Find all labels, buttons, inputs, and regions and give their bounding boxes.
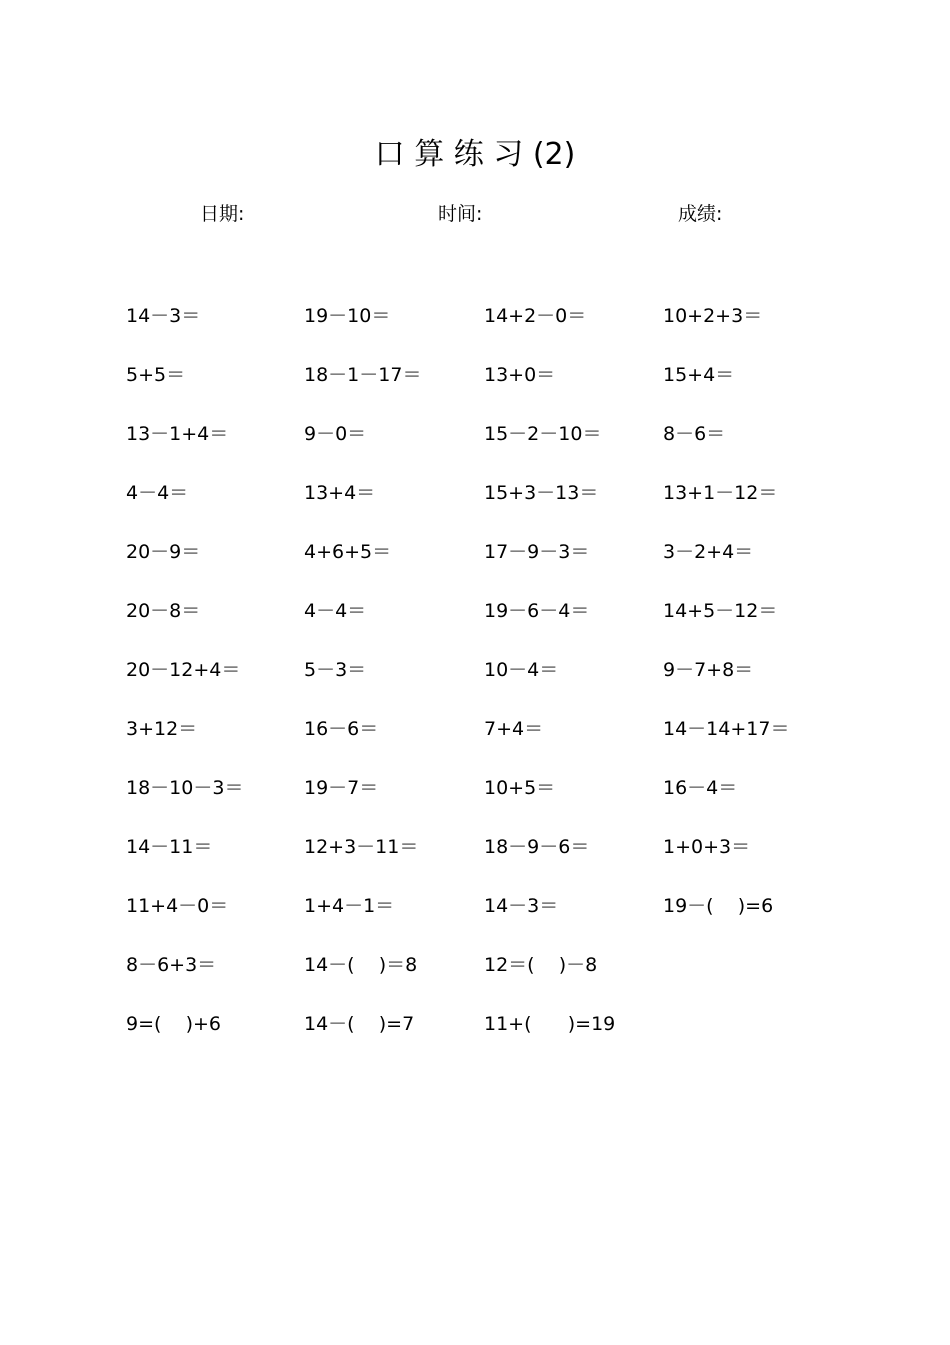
problem-row (126, 656, 846, 715)
problem-row (126, 597, 846, 656)
problem: 10－4＝ (484, 659, 559, 681)
time-label: 时间: (438, 203, 483, 225)
problem: 13+1－12＝ (663, 482, 778, 504)
problem: 20－9＝ (126, 541, 201, 563)
problem: 7+4＝ (484, 718, 544, 740)
page-title: 口 算 练 习 (2) (374, 137, 576, 172)
problem: 18－9－6＝ (484, 836, 590, 858)
problem: 10+5＝ (484, 777, 556, 799)
problem: 13－1+4＝ (126, 423, 229, 445)
problem: 15+3－13＝ (484, 482, 599, 504)
problem-row (126, 361, 846, 420)
problem: 8－6＝ (663, 423, 726, 445)
problem: 4+6+5＝ (304, 541, 392, 563)
problem: 1+0+3＝ (663, 836, 751, 858)
problem: 14－( )＝8 (304, 954, 418, 976)
problem: 3－2+4＝ (663, 541, 754, 563)
problem: 15－2－10＝ (484, 423, 602, 445)
problem-row (126, 420, 846, 479)
problem: 9=( )+6 (126, 1013, 221, 1035)
problem: 8－6+3＝ (126, 954, 217, 976)
problem: 9－7+8＝ (663, 659, 754, 681)
problem: 16－4＝ (663, 777, 738, 799)
problem: 3+12＝ (126, 718, 198, 740)
problem: 4－4＝ (126, 482, 189, 504)
problem: 19－7＝ (304, 777, 379, 799)
problem: 14+2－0＝ (484, 305, 587, 327)
problem: 1+4－1＝ (304, 895, 395, 917)
problem-grid (126, 302, 846, 1069)
problem-row (126, 538, 846, 597)
problem: 14－3＝ (126, 305, 201, 327)
problem: 14+5－12＝ (663, 600, 778, 622)
problem: 18－10－3＝ (126, 777, 244, 799)
problem: 10+2+3＝ (663, 305, 763, 327)
problem-row (126, 774, 846, 833)
problem: 4－4＝ (304, 600, 367, 622)
problem-row (126, 715, 846, 774)
problem: 11+4－0＝ (126, 895, 229, 917)
problem-row (126, 302, 846, 361)
problem: 19－( )=6 (663, 895, 774, 917)
problem: 11+( )=19 (484, 1013, 616, 1035)
problem: 16－6＝ (304, 718, 379, 740)
problem: 5+5＝ (126, 364, 186, 386)
problem: 14－3＝ (484, 895, 559, 917)
problem: 19－6－4＝ (484, 600, 590, 622)
problem: 12+3－11＝ (304, 836, 419, 858)
problem: 5－3＝ (304, 659, 367, 681)
problem: 14－11＝ (126, 836, 213, 858)
problem: 19－10＝ (304, 305, 391, 327)
problem: 20－8＝ (126, 600, 201, 622)
problem: 12＝( )－8 (484, 954, 598, 976)
score-label: 成绩: (678, 203, 723, 225)
problem-row (126, 951, 846, 1010)
problem: 15+4＝ (663, 364, 735, 386)
problem: 14－( )=7 (304, 1013, 415, 1035)
problem-row (126, 833, 846, 892)
problem-row (126, 479, 846, 538)
problem: 20－12+4＝ (126, 659, 241, 681)
problem-row (126, 892, 846, 951)
problem: 18－1－17＝ (304, 364, 422, 386)
problem: 13+4＝ (304, 482, 376, 504)
problem: 17－9－3＝ (484, 541, 590, 563)
date-label: 日期: (200, 203, 245, 225)
problem-row (126, 1010, 846, 1069)
problem: 14－14+17＝ (663, 718, 790, 740)
problem: 13+0＝ (484, 364, 556, 386)
problem: 9－0＝ (304, 423, 367, 445)
